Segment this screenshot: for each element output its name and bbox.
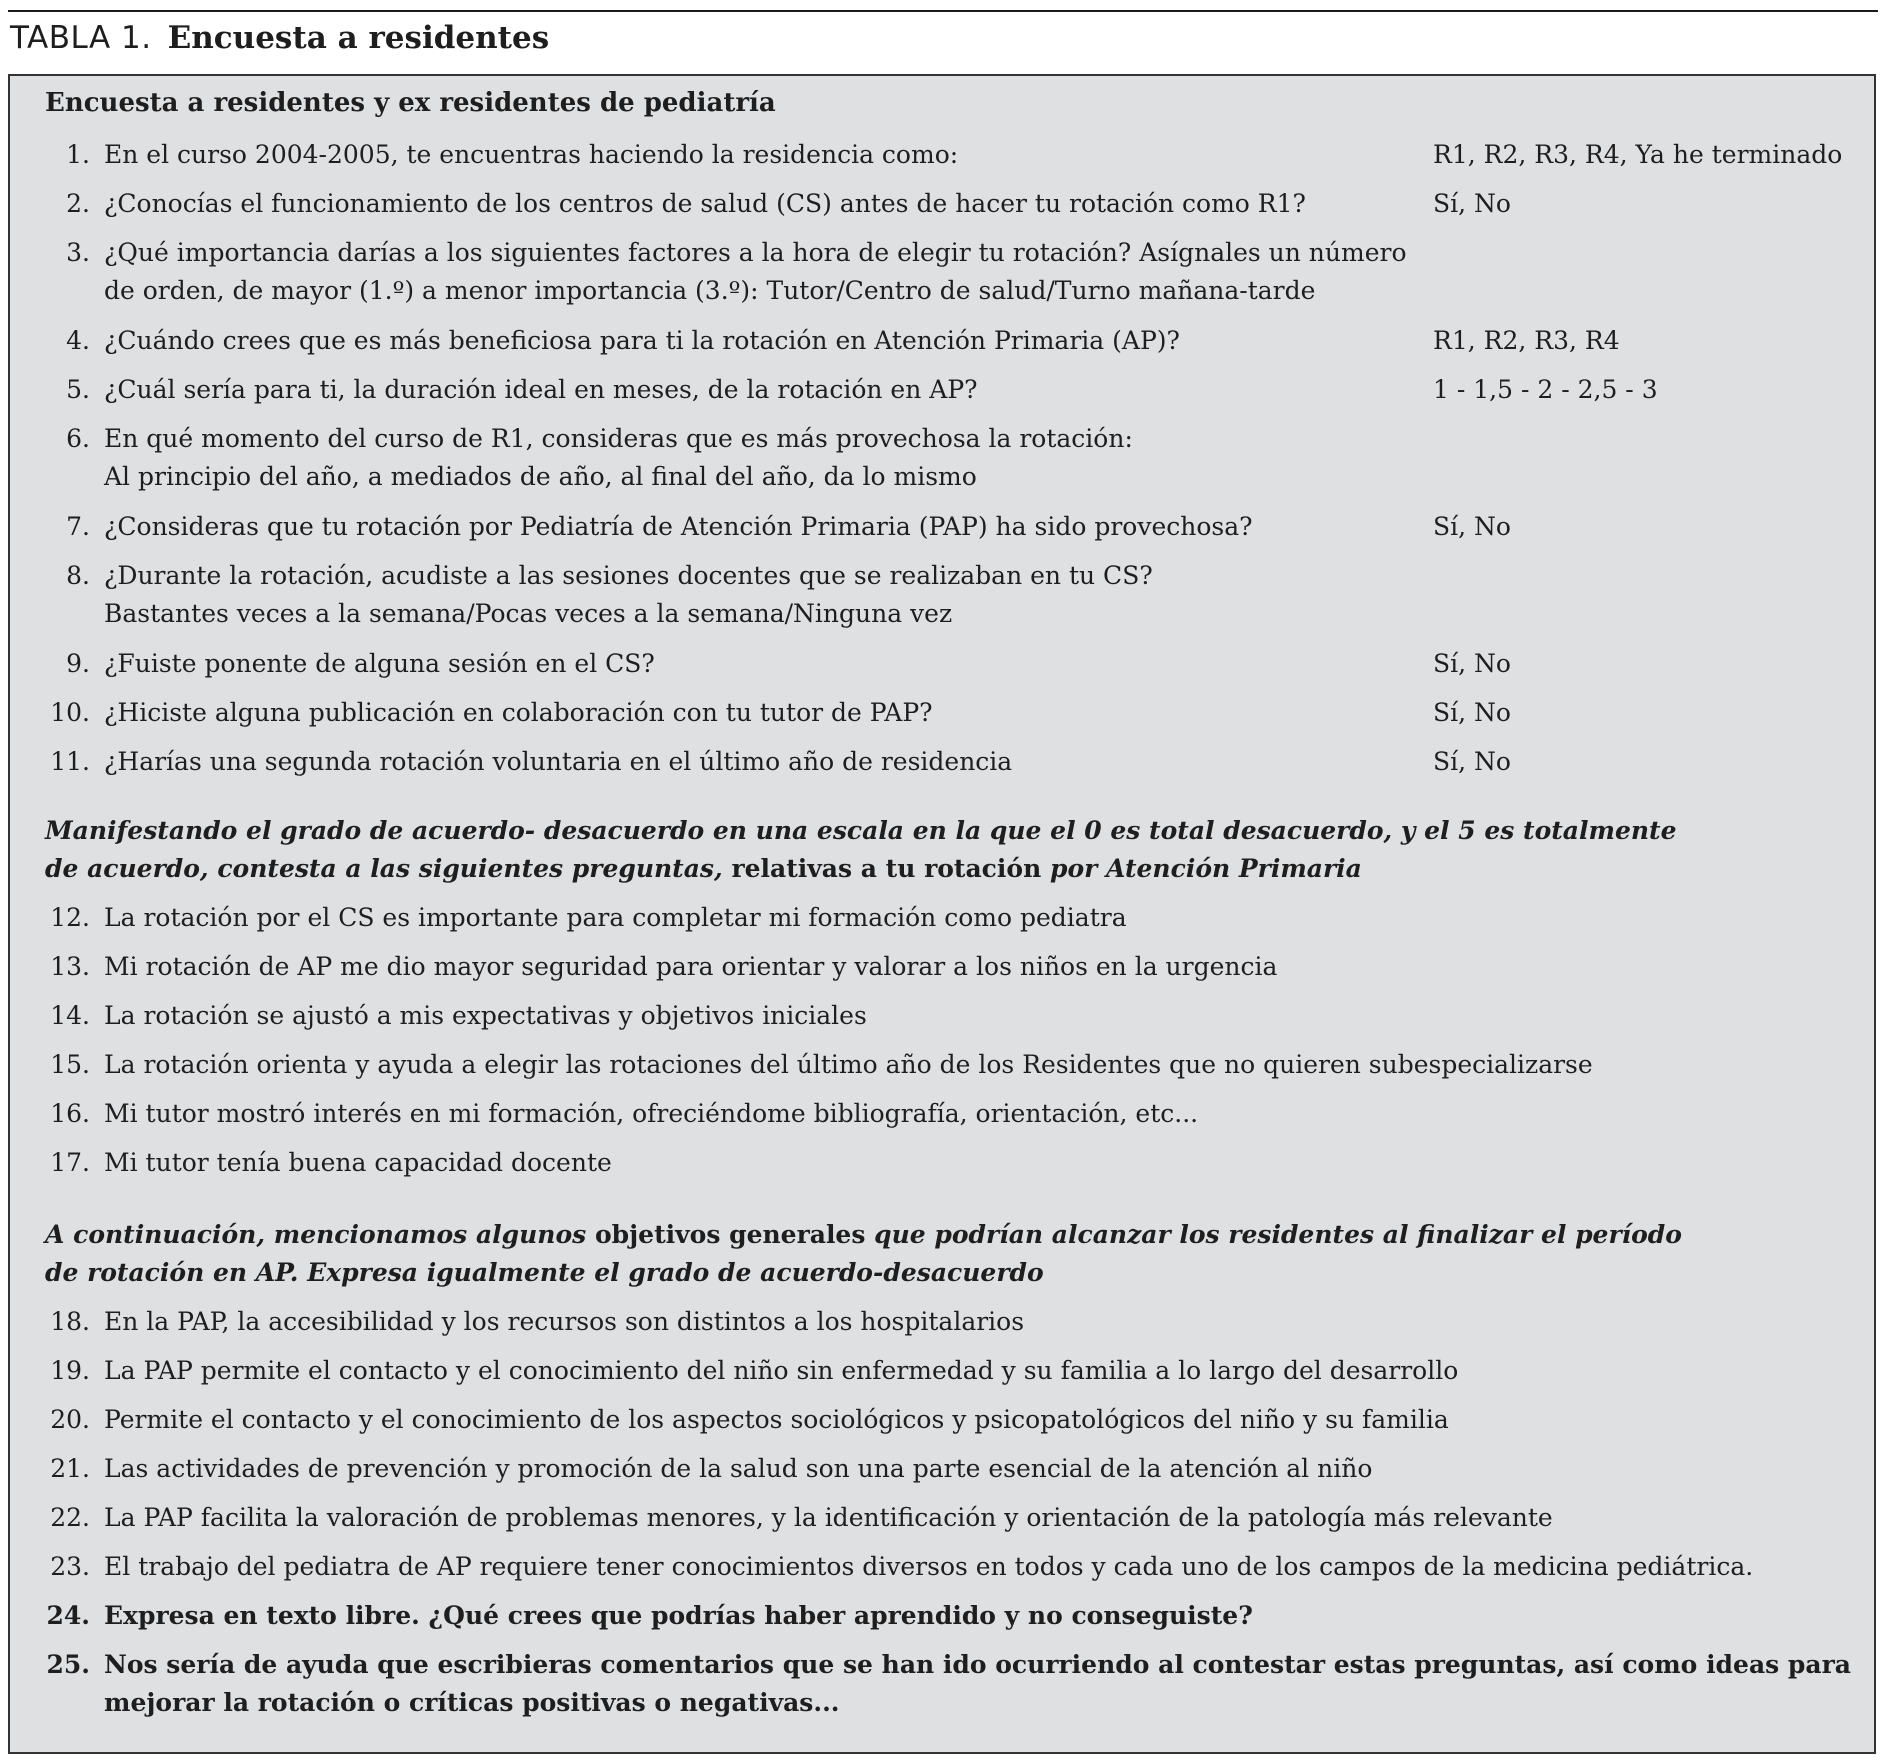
section-b-intro-line1: Manifestando el grado de acuerdo- desacuerdo en una escala en la que el 0 es total desacuerdo, y el 5 es totalmente (45, 816, 1677, 845)
answer-options: Sí, No (1433, 649, 1511, 678)
question-number: 7. (66, 512, 90, 541)
question-number: 19. (50, 1356, 90, 1385)
question-text: Mi tutor tenía buena capacidad docente (104, 1148, 612, 1177)
question-number: 15. (50, 1050, 90, 1079)
question-number: 1. (66, 140, 90, 169)
question-number: 12. (50, 903, 90, 932)
question-text: ¿Cuándo crees que es más beneficiosa para ti la rotación en Atención Primaria (AP)? (104, 326, 1180, 355)
question-number: 21. (50, 1454, 90, 1483)
question-number: 4. (66, 326, 90, 355)
question-number: 2. (66, 189, 90, 218)
question-text: ¿Qué importancia darías a los siguientes factores a la hora de elegir tu rotación? Asígnales un número (104, 238, 1407, 267)
survey-box (8, 74, 1876, 1754)
question-number: 8. (66, 561, 90, 590)
question-number: 9. (66, 649, 90, 678)
question-number: 17. (50, 1148, 90, 1177)
question-text: Expresa en texto libre. ¿Qué crees que podrías haber aprendido y no conseguiste? (104, 1601, 1253, 1630)
question-text: Nos sería de ayuda que escribieras comentarios que se han ido ocurriendo al contestar estas preguntas, así como ideas para (104, 1650, 1851, 1679)
answer-options: 1 - 1,5 - 2 - 2,5 - 3 (1433, 375, 1658, 404)
question-text: La PAP facilita la valoración de problemas menores, y la identificación y orientación de la patología más relevante (104, 1503, 1553, 1532)
question-text: ¿Durante la rotación, acudiste a las sesiones docentes que se realizaban en tu CS? (104, 561, 1153, 590)
question-text-cont: de orden, de mayor (1.º) a menor importancia (3.º): Tutor/Centro de salud/Turno mañana-tarde (104, 276, 1316, 305)
question-number: 13. (50, 952, 90, 981)
question-text: ¿Conocías el funcionamiento de los centros de salud (CS) antes de hacer tu rotación como R1? (104, 189, 1306, 218)
question-text: La rotación por el CS es importante para completar mi formación como pediatra (104, 903, 1127, 932)
answer-options: R1, R2, R3, R4 (1433, 326, 1620, 355)
question-number: 24. (46, 1601, 90, 1630)
question-text: Mi tutor mostró interés en mi formación, ofreciéndome bibliografía, orientación, etc... (104, 1099, 1199, 1128)
question-text: Permite el contacto y el conocimiento de los aspectos sociológicos y psicopatológicos del niño y su familia (104, 1405, 1449, 1434)
question-text-cont: Al principio del año, a mediados de año, al final del año, da lo mismo (104, 462, 977, 491)
question-number: 20. (50, 1405, 90, 1434)
question-number: 25. (46, 1650, 90, 1679)
question-text: ¿Cuál sería para ti, la duración ideal en meses, de la rotación en AP? (104, 375, 978, 404)
answer-options: Sí, No (1433, 747, 1511, 776)
question-text: Las actividades de prevención y promoción de la salud son una parte esencial de la atención al niño (104, 1454, 1373, 1483)
top-rule (8, 10, 1878, 12)
answer-options: Sí, No (1433, 512, 1511, 541)
answer-options: R1, R2, R3, R4, Ya he terminado (1433, 140, 1843, 169)
question-text: La PAP permite el contacto y el conocimiento del niño sin enfermedad y su familia a lo largo del desarrollo (104, 1356, 1459, 1385)
section-title: Encuesta a residentes y ex residentes de pediatría (45, 88, 776, 118)
question-text-cont: mejorar la rotación o críticas positivas o negativas... (104, 1688, 840, 1717)
answer-options: Sí, No (1433, 189, 1511, 218)
question-number: 16. (50, 1099, 90, 1128)
question-number: 23. (50, 1552, 90, 1581)
table-title: Encuesta a residentes (167, 20, 550, 56)
section-b-intro-line2: de acuerdo, contesta a las siguientes preguntas, relativas a tu rotación por Atención Primaria (45, 854, 1362, 883)
section-c-intro (45, 1216, 1682, 1292)
answer-options: Sí, No (1433, 698, 1511, 727)
question-text: La rotación se ajustó a mis expectativas y objetivos iniciales (104, 1001, 867, 1030)
section-b-intro (45, 812, 1677, 888)
question-text: El trabajo del pediatra de AP requiere tener conocimientos diversos en todos y cada uno de los campos de la medicina pediátrica. (104, 1552, 1754, 1581)
question-text: En el curso 2004-2005, te encuentras haciendo la residencia como: (104, 140, 959, 169)
table-label: TABLA 1. (10, 20, 152, 56)
question-text: ¿Fuiste ponente de alguna sesión en el CS? (104, 649, 655, 678)
question-text: Mi rotación de AP me dio mayor seguridad para orientar y valorar a los niños en la urgencia (104, 952, 1278, 981)
question-number: 6. (66, 424, 90, 453)
question-text-cont: Bastantes veces a la semana/Pocas veces a la semana/Ninguna vez (104, 599, 953, 628)
question-text: ¿Hiciste alguna publicación en colaboración con tu tutor de PAP? (104, 698, 933, 727)
question-number: 10. (50, 698, 90, 727)
question-number: 11. (50, 747, 90, 776)
question-text: En qué momento del curso de R1, consideras que es más provechosa la rotación: (104, 424, 1133, 453)
question-number: 3. (66, 238, 90, 267)
question-text: ¿Consideras que tu rotación por Pediatría de Atención Primaria (PAP) ha sido provechosa? (104, 512, 1253, 541)
question-text: En la PAP, la accesibilidad y los recursos son distintos a los hospitalarios (104, 1307, 1025, 1336)
question-number: 5. (66, 375, 90, 404)
section-c-intro-line2: de rotación en AP. Expresa igualmente el grado de acuerdo-desacuerdo (45, 1258, 1044, 1287)
question-text: ¿Harías una segunda rotación voluntaria en el último año de residencia (104, 747, 1013, 776)
question-number: 14. (50, 1001, 90, 1030)
table-caption (10, 18, 549, 58)
question-text: La rotación orienta y ayuda a elegir las rotaciones del último año de los Residentes que no quieren subespecializarse (104, 1050, 1593, 1079)
section-c-intro-line1: A continuación, mencionamos algunos objetivos generales que podrían alcanzar los residentes al finalizar el período (45, 1220, 1682, 1249)
question-number: 18. (50, 1307, 90, 1336)
question-number: 22. (50, 1503, 90, 1532)
